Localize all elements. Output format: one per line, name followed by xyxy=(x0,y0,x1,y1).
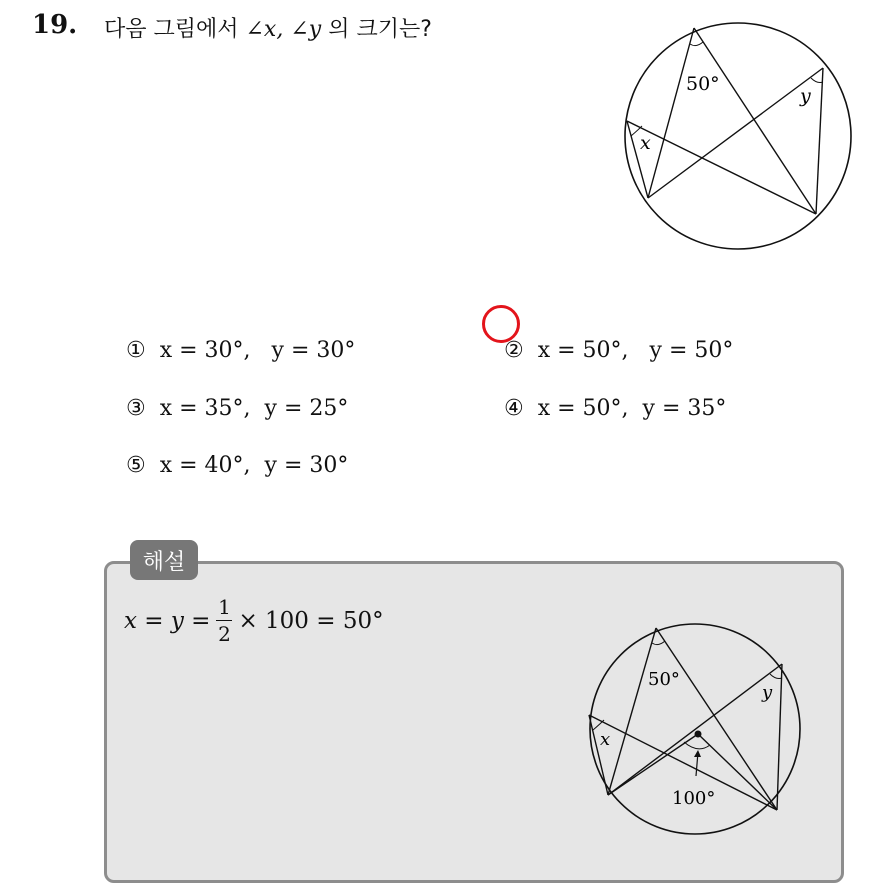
angle-arc-right xyxy=(811,78,823,83)
chord-left-to-bottom-right xyxy=(627,121,816,214)
question-text xyxy=(104,12,432,43)
sol-radius-to-left xyxy=(608,734,698,795)
sol-label-x: x xyxy=(600,729,611,750)
choice-3-number: ③ xyxy=(126,396,146,421)
chord-bottom-left-to-right xyxy=(648,68,823,198)
solution-figure xyxy=(584,618,806,840)
choice-3[interactable] xyxy=(112,371,348,421)
formula-rhs: × 100 = 50° xyxy=(238,607,384,634)
choice-3-text: x = 35°, y = 25° xyxy=(159,396,349,421)
choice-4-text: x = 50°, y = 35° xyxy=(537,396,727,421)
question-text-prefix: 다음 그림에서 xyxy=(104,17,246,42)
choice-2[interactable] xyxy=(490,313,733,363)
question-figure xyxy=(620,18,856,254)
chord-right-vertical xyxy=(816,68,823,214)
choice-2-text: x = 50°, y = 50° xyxy=(537,338,734,363)
chord-top-to-left xyxy=(648,28,694,198)
fraction-bar xyxy=(216,620,232,621)
choice-1-text: x = 30°, y = 30° xyxy=(159,338,356,363)
chord-top-to-bottom-right xyxy=(694,28,816,214)
sol-chord-top-to-bottom-right xyxy=(656,628,777,810)
label-y: y xyxy=(800,85,811,107)
choice-5[interactable] xyxy=(112,428,348,478)
angle-arc-top xyxy=(690,42,703,46)
sol-chord-bottom-left-to-right xyxy=(608,664,782,795)
center-point xyxy=(695,731,702,738)
sol-chord-top-to-left xyxy=(608,628,656,795)
label-50-degrees: 50° xyxy=(686,73,720,95)
formula-lhs: x = y = xyxy=(124,607,211,634)
choice-2-number: ② xyxy=(504,338,524,363)
choice-5-text: x = 40°, y = 30° xyxy=(159,453,349,478)
fraction-denominator: 2 xyxy=(218,622,231,646)
choice-1-number: ① xyxy=(126,338,146,363)
sol-angle-arc-right xyxy=(770,674,782,679)
question-number: 19. xyxy=(32,10,78,40)
solution-tab: 해설 xyxy=(130,540,198,580)
choice-5-number: ⑤ xyxy=(126,453,146,478)
center-angle-arc xyxy=(684,742,710,749)
label-x: x xyxy=(640,132,651,154)
fraction-numerator: 1 xyxy=(218,595,231,619)
solution-formula xyxy=(124,596,384,645)
center-arrow-head xyxy=(694,750,701,757)
sol-label-y: y xyxy=(762,682,773,703)
sol-chord-left-vertical xyxy=(589,715,611,795)
choice-4-number: ④ xyxy=(504,396,524,421)
question-text-suffix: 의 크기는? xyxy=(321,17,432,42)
sol-label-100-degrees: 100° xyxy=(672,788,716,809)
fraction-one-half xyxy=(216,596,232,645)
answer-mark-circle xyxy=(482,305,520,343)
sol-label-50-degrees: 50° xyxy=(648,669,680,690)
angle-y-label: ∠y xyxy=(290,17,322,42)
choice-4[interactable] xyxy=(490,371,726,421)
choice-1[interactable] xyxy=(112,313,355,363)
sol-angle-arc-top xyxy=(652,641,665,645)
angle-x-label: ∠x, xyxy=(245,17,284,42)
